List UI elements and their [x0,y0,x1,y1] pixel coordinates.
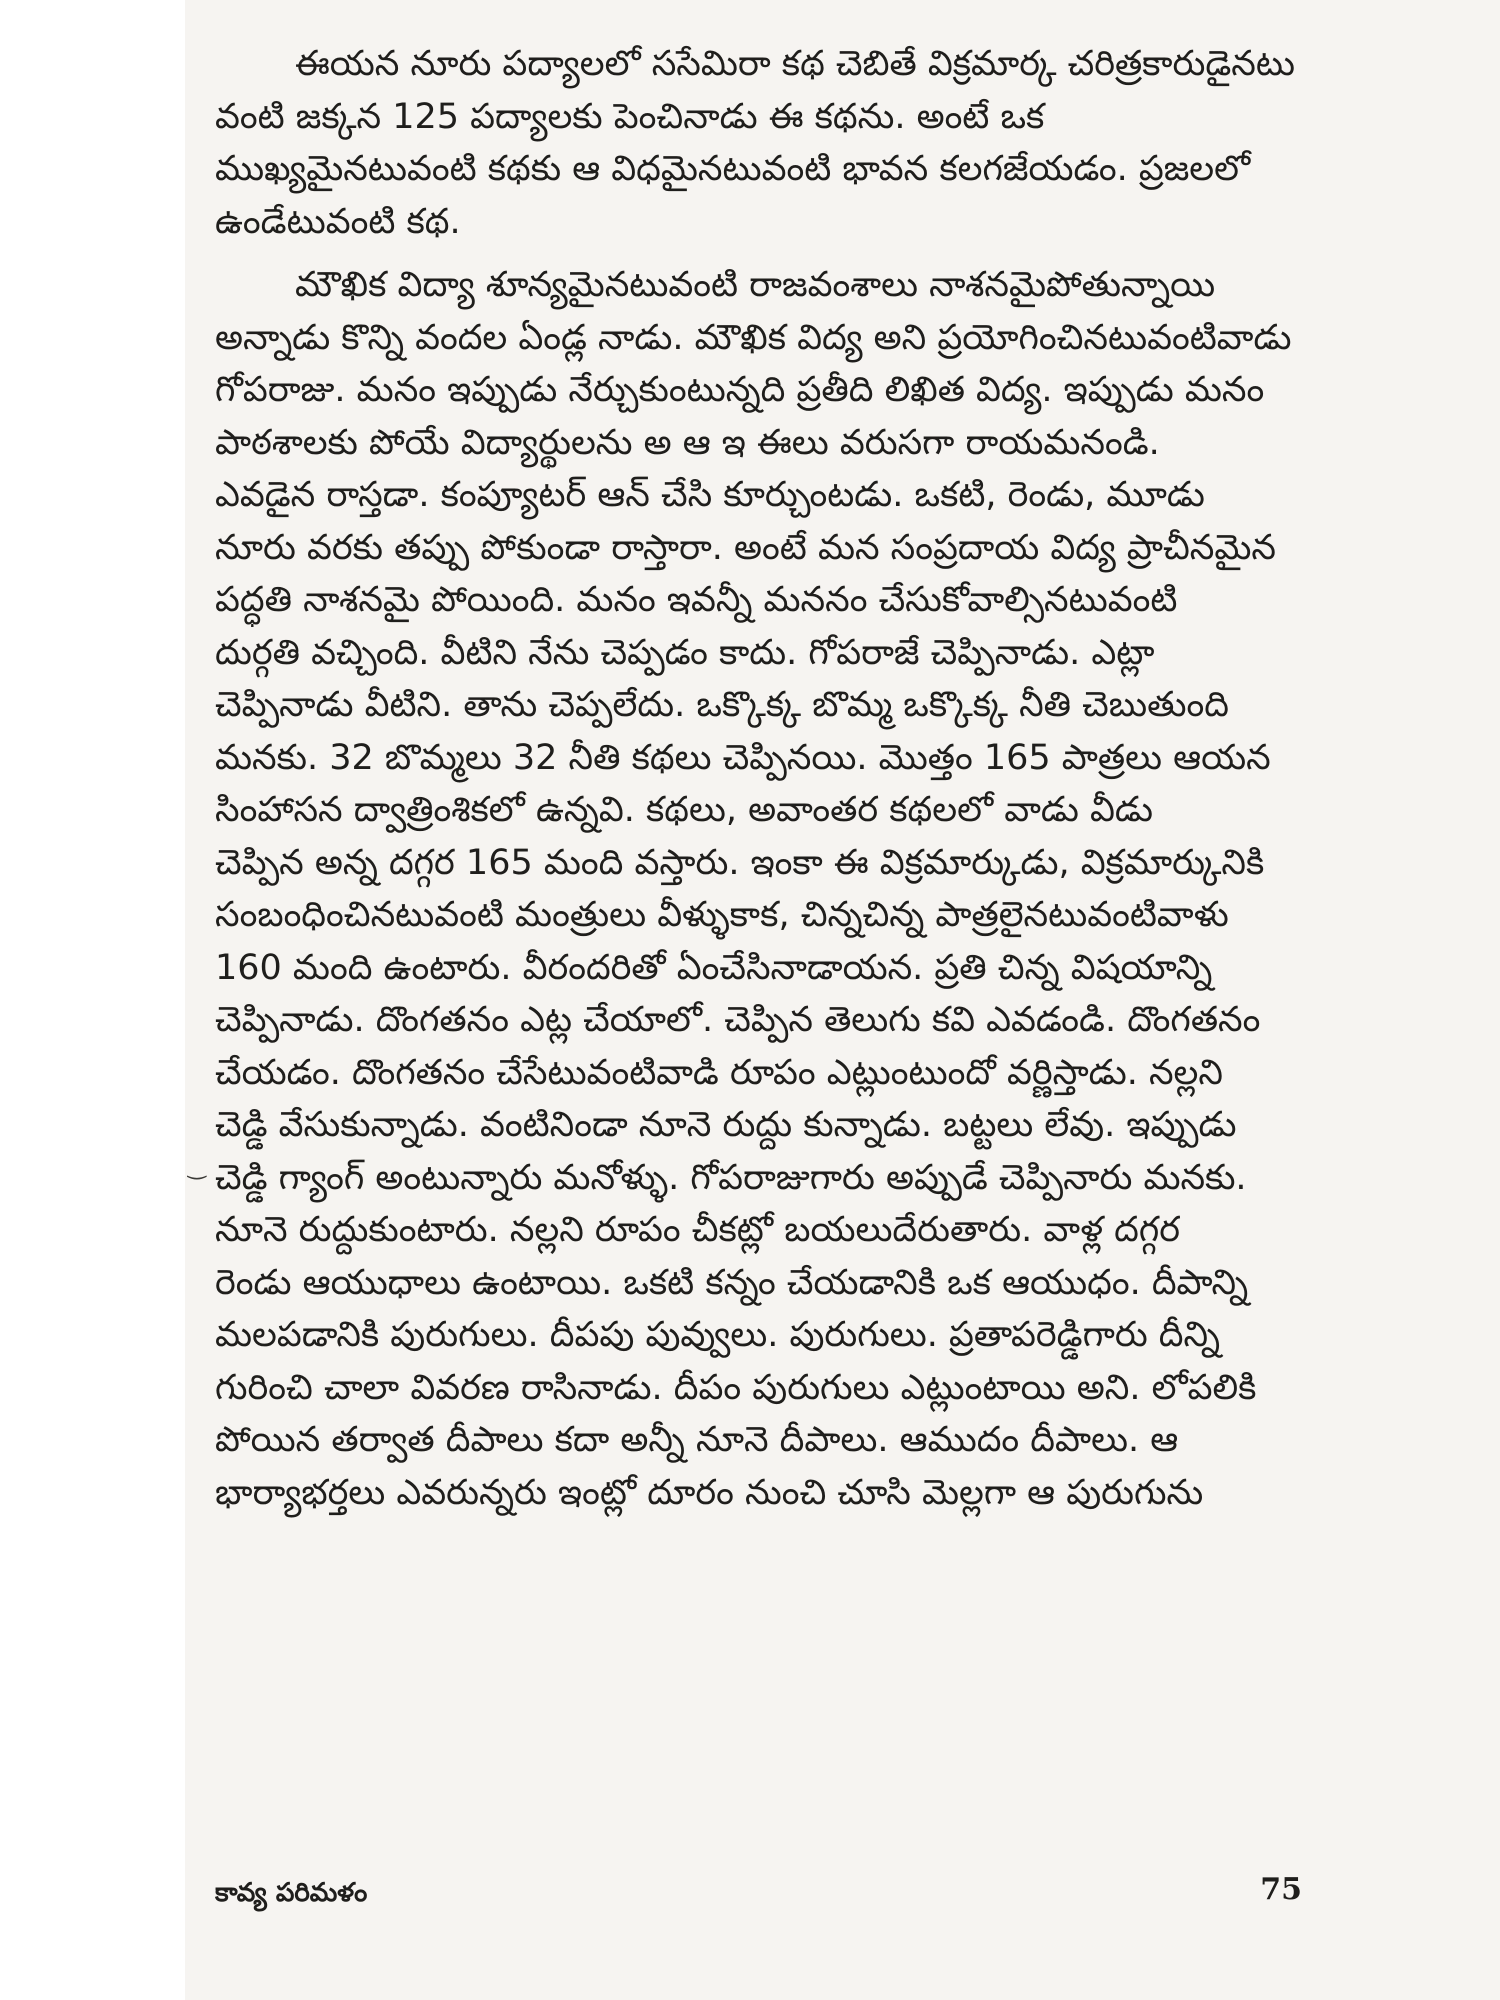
text-line: ఎవడైన రాస్తడా. కంప్యూటర్ ఆన్ చేసి కూర్చుంటడు. ఒకటి, రెండు, మూడు [215,475,1205,515]
left-margin [0,0,185,2000]
text-line: సంబంధించినటువంటి మంత్రులు వీళ్ళుకాక, చిన్నచిన్న పాత్రలైనటువంటివాళు [215,895,1229,935]
margin-mark-icon: ‿ [188,1155,206,1180]
text-line: గోపరాజు. మనం ఇప్పుడు నేర్చుకుంటున్నది ప్రతీది లిఖిత విద్య. ఇప్పుడు మనం [215,370,1265,410]
text-line: చెప్పినాడు. దొంగతనం ఎట్ల చేయాలో. చెప్పిన తెలుగు కవి ఎవడండి. దొంగతనం [215,1000,1261,1040]
text-line: సింహాసన ద్వాత్రింశికలో ఉన్నవి. కథలు, అవాంతర కథలలో వాడు వీడు [215,790,1153,830]
text-line: ముఖ్యమైనటువంటి కథకు ఆ విధమైనటువంటి భావన కలగజేయడం. ప్రజలలో [215,149,1251,189]
text-line: మలపడానికి పురుగులు. దీపపు పువ్వులు. పురుగులు. ప్రతాపరెడ్డిగారు దీన్ని [215,1315,1221,1355]
page-number: 75 [1260,1872,1302,1907]
text-line: నూరు వరకు తప్పు పోకుండా రాస్తారా. అంటే మన సంప్రదాయ విద్య ప్రాచీనమైన [215,527,1276,568]
text-line: చెప్పిన అన్న దగ్గర 165 మంది వస్తారు. ఇంకా ఈ విక్రమార్కుడు, విక్రమార్కునికి [215,842,1265,883]
text-line: చేయడం. దొంగతనం చేసేటువంటివాడి రూపం ఎట్లుంటుందో వర్ణిస్తాడు. నల్లని [215,1052,1223,1093]
text-line: మనకు. 32 బొమ్మలు 32 నీతి కథలు చెప్పినయి. మొత్తం 165 పాత్రలు ఆయన [215,737,1271,778]
text-line: ఈయన నూరు పద్యాలలో ససేమిరా కథ చెబితే విక్రమార్క చరిత్రకారుడైనటు [295,44,1295,84]
text-line: దుర్గతి వచ్చింది. వీటిని నేను చెప్పడం కాదు. గోపరాజే చెప్పినాడు. ఎట్లా [215,632,1155,673]
body-text [215,38,1300,1519]
book-title: కావ్య పరిమళం [215,1878,368,1908]
text-line: వంటి జక్కన 125 పద్యాలకు పెంచినాడు ఈ కథను. అంటే ఒక [215,96,1045,137]
text-line: మౌఖిక విద్యా శూన్యమైనటువంటి రాజవంశాలు నాశనమైపోతున్నాయి [295,265,1216,305]
text-line: చెప్పినాడు వీటిని. తాను చెప్పలేదు. ఒక్కొక్క బొమ్మ ఒక్కొక్క నీతి చెబుతుంది [215,685,1229,725]
paragraph-1 [215,38,1300,248]
text-line: గురించి చాలా వివరణ రాసినాడు. దీపం పురుగులు ఎట్లుంటాయి అని. లోపలికి [215,1367,1257,1408]
text-line: పోయిన తర్వాత దీపాలు కదా అన్నీ నూనె దీపాలు. ఆముదం దీపాలు. ఆ [215,1420,1179,1460]
text-line: పద్ధతి నాశనమై పోయింది. మనం ఇవన్నీ మననం చేసుకోవాల్సినటువంటి [215,580,1178,620]
text-line: చెడ్డి గ్యాంగ్ అంటున్నారు మనోళ్ళు. గోపరాజుగారు అప్పుడే చెప్పినారు మనకు. [215,1157,1247,1198]
text-line: భార్యాభర్తలు ఎవరున్నరు ఇంట్లో దూరం నుంచి చూసి మెల్లగా ఆ పురుగును [215,1472,1204,1513]
text-line: రెండు ఆయుధాలు ఉంటాయి. ఒకటి కన్నం చేయడానికి ఒక ఆయుధం. దీపాన్ని [215,1262,1249,1303]
text-line: పాఠశాలకు పోయే విద్యార్థులను అ ఆ ఇ ఈలు వరుసగా రాయమనండి. [215,422,1160,463]
text-line: 160 మంది ఉంటారు. వీరందరితో ఏంచేసినాడాయన. ప్రతి చిన్న విషయాన్ని [215,947,1213,988]
text-line: చెడ్డి వేసుకున్నాడు. వంటినిండా నూనె రుద్దు కున్నాడు. బట్టలు లేవు. ఇప్పుడు [215,1105,1237,1145]
paragraph-2 [215,259,1300,1519]
text-line: నూనె రుద్దుకుంటారు. నల్లని రూపం చీకట్లో బయలుదేరుతారు. వాళ్ల దగ్గర [215,1210,1181,1250]
text-line: అన్నాడు కొన్ని వందల ఏండ్ల నాడు. మౌఖిక విద్య అని ప్రయోగించినటువంటివాడు [215,317,1292,358]
text-line: ఉండేటువంటి కథ. [215,201,461,242]
